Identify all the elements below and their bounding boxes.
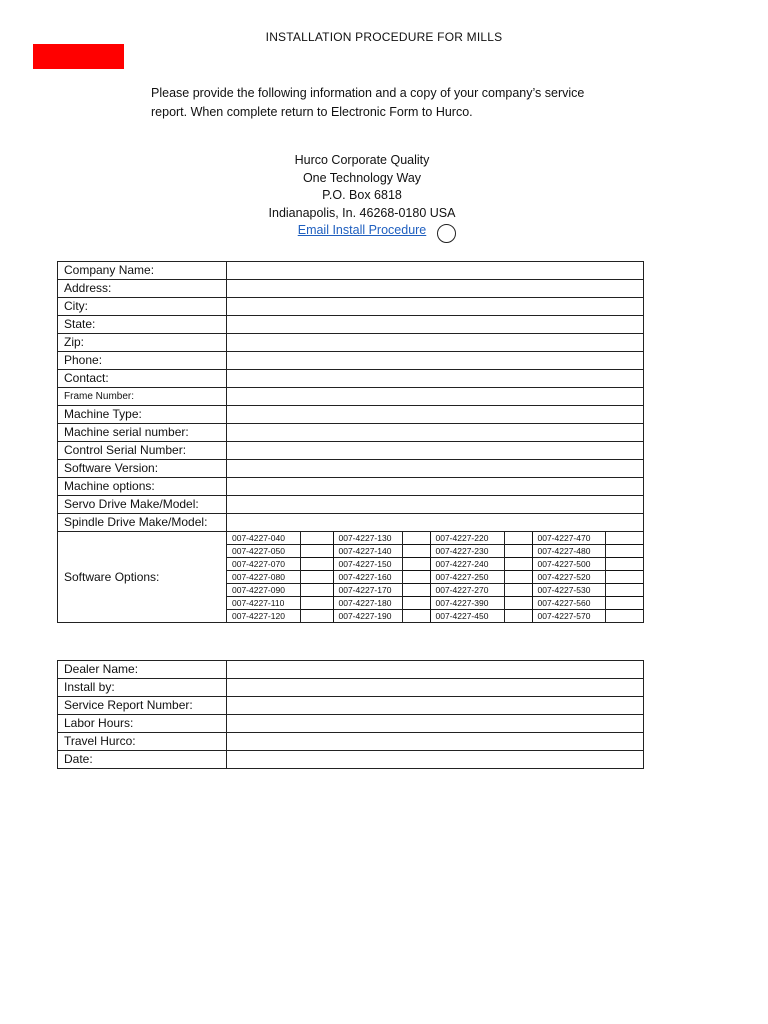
mailing-address bbox=[0, 152, 724, 240]
travel-field[interactable] bbox=[227, 733, 644, 751]
software-option-row bbox=[227, 545, 643, 558]
software-option-code: 007-4227-180 bbox=[333, 597, 402, 610]
software-option-code: 007-4227-390 bbox=[430, 597, 504, 610]
dealer-name-field[interactable] bbox=[227, 661, 644, 679]
software-version-field[interactable] bbox=[227, 460, 644, 478]
field-label: Install by: bbox=[58, 679, 227, 697]
date-field[interactable] bbox=[227, 751, 644, 769]
software-option-code: 007-4227-120 bbox=[227, 610, 300, 623]
field-label: City: bbox=[58, 298, 227, 316]
field-label: Software Version: bbox=[58, 460, 227, 478]
machine-options-field[interactable] bbox=[227, 478, 644, 496]
software-option-code: 007-4227-570 bbox=[532, 610, 605, 623]
radio-circle-icon[interactable] bbox=[437, 224, 456, 243]
software-option-checkbox[interactable] bbox=[504, 584, 532, 597]
software-option-row bbox=[227, 610, 643, 623]
spindle-drive-field[interactable] bbox=[227, 514, 644, 532]
software-option-code: 007-4227-190 bbox=[333, 610, 402, 623]
software-option-code: 007-4227-470 bbox=[532, 532, 605, 545]
software-option-checkbox[interactable] bbox=[300, 558, 333, 571]
service-report-field[interactable] bbox=[227, 697, 644, 715]
software-option-checkbox[interactable] bbox=[402, 597, 430, 610]
red-marker-box bbox=[33, 44, 124, 69]
address-line-3: P.O. Box 6818 bbox=[322, 188, 402, 202]
software-option-code: 007-4227-560 bbox=[532, 597, 605, 610]
software-option-code: 007-4227-080 bbox=[227, 571, 300, 584]
software-option-code: 007-4227-520 bbox=[532, 571, 605, 584]
software-option-checkbox[interactable] bbox=[300, 532, 333, 545]
address-line-2: One Technology Way bbox=[302, 170, 422, 185]
address-line-4: Indianapolis, In. 46268-0180 USA bbox=[268, 205, 456, 220]
zip-field[interactable] bbox=[227, 334, 644, 352]
software-option-checkbox[interactable] bbox=[402, 545, 430, 558]
state-field[interactable] bbox=[227, 316, 644, 334]
field-label: Labor Hours: bbox=[58, 715, 227, 733]
software-option-checkbox[interactable] bbox=[504, 532, 532, 545]
frame-number-field[interactable] bbox=[227, 388, 644, 406]
page-title: INSTALLATION PROCEDURE FOR MILLS bbox=[265, 30, 503, 44]
software-option-checkbox[interactable] bbox=[504, 545, 532, 558]
control-serial-field[interactable] bbox=[227, 442, 644, 460]
software-option-code: 007-4227-150 bbox=[333, 558, 402, 571]
intro-text bbox=[151, 84, 621, 122]
field-label: Service Report Number: bbox=[58, 697, 227, 715]
software-option-checkbox[interactable] bbox=[605, 532, 643, 545]
software-option-checkbox[interactable] bbox=[605, 545, 643, 558]
software-option-code: 007-4227-230 bbox=[430, 545, 504, 558]
field-label: Dealer Name: bbox=[58, 661, 227, 679]
software-option-code: 007-4227-500 bbox=[532, 558, 605, 571]
software-option-checkbox[interactable] bbox=[402, 532, 430, 545]
software-options-grid bbox=[227, 532, 643, 622]
software-option-checkbox[interactable] bbox=[402, 610, 430, 623]
field-label: Address: bbox=[58, 280, 227, 298]
field-label: Zip: bbox=[58, 334, 227, 352]
software-option-checkbox[interactable] bbox=[402, 584, 430, 597]
field-label: Frame Number: bbox=[58, 388, 227, 406]
software-option-code: 007-4227-240 bbox=[430, 558, 504, 571]
field-label: Machine options: bbox=[58, 478, 227, 496]
install-by-field[interactable] bbox=[227, 679, 644, 697]
field-label: Machine Type: bbox=[58, 406, 227, 424]
software-option-row bbox=[227, 571, 643, 584]
field-label: Servo Drive Make/Model: bbox=[58, 496, 227, 514]
field-label: Contact: bbox=[58, 370, 227, 388]
software-option-code: 007-4227-250 bbox=[430, 571, 504, 584]
field-label: Software Options: bbox=[58, 532, 227, 623]
software-option-code: 007-4227-220 bbox=[430, 532, 504, 545]
software-option-checkbox[interactable] bbox=[605, 571, 643, 584]
software-option-code: 007-4227-160 bbox=[333, 571, 402, 584]
software-option-checkbox[interactable] bbox=[504, 597, 532, 610]
software-option-row bbox=[227, 532, 643, 545]
software-option-checkbox[interactable] bbox=[402, 558, 430, 571]
software-option-checkbox[interactable] bbox=[605, 584, 643, 597]
software-option-code: 007-4227-040 bbox=[227, 532, 300, 545]
software-option-code: 007-4227-090 bbox=[227, 584, 300, 597]
software-option-code: 007-4227-480 bbox=[532, 545, 605, 558]
software-options-cell bbox=[227, 532, 644, 623]
software-option-checkbox[interactable] bbox=[504, 558, 532, 571]
address-field[interactable] bbox=[227, 280, 644, 298]
software-option-checkbox[interactable] bbox=[300, 584, 333, 597]
company-name-field[interactable] bbox=[227, 262, 644, 280]
servo-drive-field[interactable] bbox=[227, 496, 644, 514]
software-option-code: 007-4227-140 bbox=[333, 545, 402, 558]
software-option-checkbox[interactable] bbox=[504, 610, 532, 623]
software-option-code: 007-4227-110 bbox=[227, 597, 300, 610]
software-option-code: 007-4227-130 bbox=[333, 532, 402, 545]
machine-serial-field[interactable] bbox=[227, 424, 644, 442]
software-option-code: 007-4227-270 bbox=[430, 584, 504, 597]
software-option-checkbox[interactable] bbox=[300, 545, 333, 558]
field-label: Control Serial Number: bbox=[58, 442, 227, 460]
software-option-code: 007-4227-070 bbox=[227, 558, 300, 571]
phone-field[interactable] bbox=[227, 352, 644, 370]
machine-type-field[interactable] bbox=[227, 406, 644, 424]
intro-line-1: Please provide the following information and a copy of your company’s service bbox=[151, 86, 585, 100]
address-line-1: Hurco Corporate Quality bbox=[294, 153, 430, 167]
software-option-code: 007-4227-530 bbox=[532, 584, 605, 597]
software-option-row bbox=[227, 558, 643, 571]
field-label: State: bbox=[58, 316, 227, 334]
software-option-code: 007-4227-050 bbox=[227, 545, 300, 558]
software-option-checkbox[interactable] bbox=[504, 571, 532, 584]
software-option-checkbox[interactable] bbox=[300, 610, 333, 623]
machine-info-table bbox=[57, 261, 644, 623]
software-option-row bbox=[227, 597, 643, 610]
software-option-checkbox[interactable] bbox=[605, 597, 643, 610]
field-label: Machine serial number: bbox=[58, 424, 227, 442]
software-option-row bbox=[227, 584, 643, 597]
field-label: Company Name: bbox=[58, 262, 227, 280]
software-option-checkbox[interactable] bbox=[300, 571, 333, 584]
city-field[interactable] bbox=[227, 298, 644, 316]
labor-hours-field[interactable] bbox=[227, 715, 644, 733]
contact-field[interactable] bbox=[227, 370, 644, 388]
software-option-checkbox[interactable] bbox=[605, 610, 643, 623]
field-label: Spindle Drive Make/Model: bbox=[58, 514, 227, 532]
email-install-procedure-link[interactable]: Email Install Procedure bbox=[297, 223, 427, 237]
software-option-checkbox[interactable] bbox=[300, 597, 333, 610]
software-option-code: 007-4227-170 bbox=[333, 584, 402, 597]
software-option-code: 007-4227-450 bbox=[430, 610, 504, 623]
field-label: Phone: bbox=[58, 352, 227, 370]
field-label: Travel Hurco: bbox=[58, 733, 227, 751]
software-option-checkbox[interactable] bbox=[402, 571, 430, 584]
software-option-checkbox[interactable] bbox=[605, 558, 643, 571]
intro-line-2: report. When complete return to Electronic Form to Hurco. bbox=[151, 105, 473, 119]
field-label: Date: bbox=[58, 751, 227, 769]
dealer-info-table bbox=[57, 660, 644, 769]
